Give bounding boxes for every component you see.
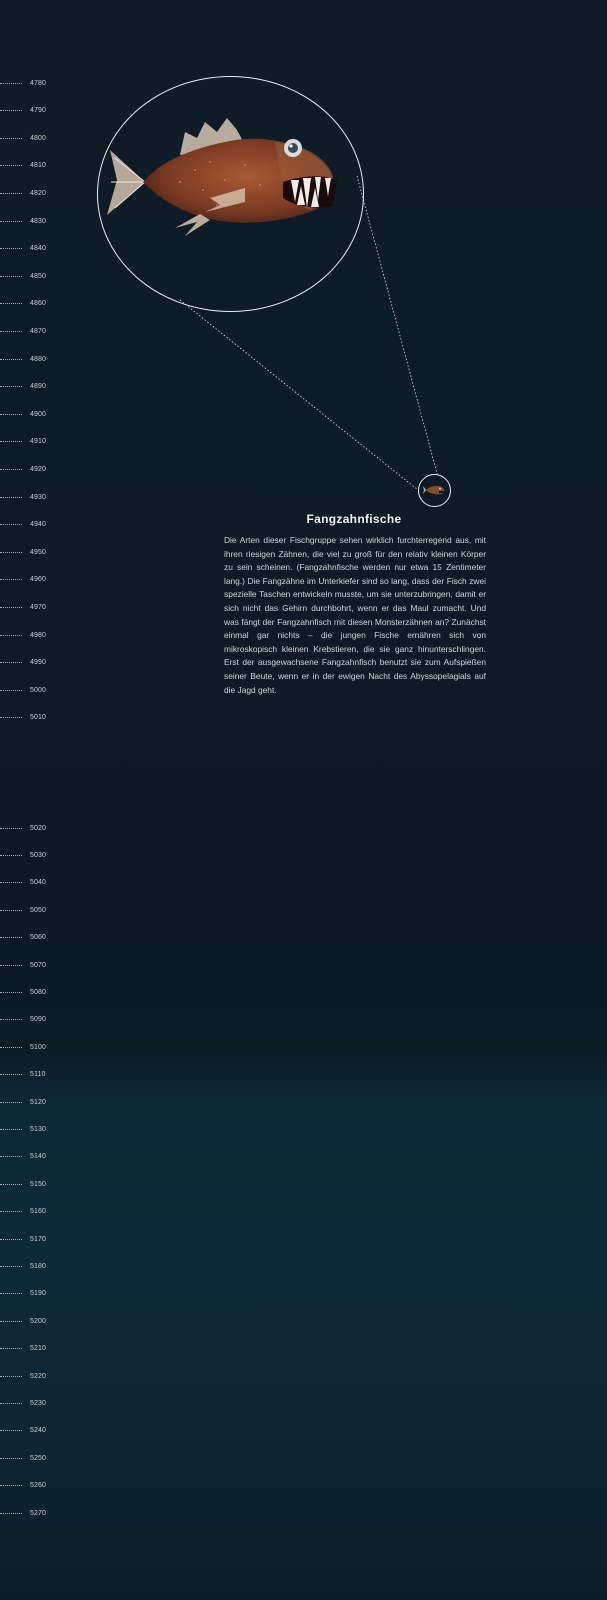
depth-tick [0,547,46,557]
depth-tick-line [0,965,22,966]
depth-tick [0,133,46,143]
depth-tick-line [0,1430,22,1431]
depth-tick-line [0,635,22,636]
depth-tick [0,106,46,116]
depth-tick-line [0,524,22,525]
depth-tick-label: 4820 [30,189,46,197]
depth-tick-line [0,1156,22,1157]
depth-tick-line [0,1376,22,1377]
depth-tick-line [0,1321,22,1322]
depth-tick-label: 4850 [30,272,46,280]
depth-tick [0,520,46,530]
depth-tick-label: 4920 [30,465,46,473]
depth-tick-label: 5100 [30,1043,46,1051]
depth-tick-label: 5200 [30,1317,46,1325]
depth-tick [0,878,46,888]
depth-tick [0,1344,46,1354]
depth-tick-label: 4900 [30,410,46,418]
species-description: Die Arten dieser Fischgruppe sehen wirklich furchterregend aus, mit ihren riesigen Zähnen, die viel zu groß für den relativ kleinen Körper zu sein scheinen. (Fangzahnfische werden nur etwa 15 Zentimeter lang.) Die Fangzähne im Unterkiefer sind so lang, dass der Fisch zwei spezielle Taschen entwickeln musste, um sie unterzubringen, damit er sich nicht das Gehirn durchbohrt, wenn er das Maul zumacht. Und was fängt der Fangzahnfisch mit diesen Monsterzähnen an? Zunächst einmal gar nichts – die jungen Fische ernähren sich von mikroskopisch kleinen Krebstieren, die sie ganz hinunterschlingen. Erst der ausgewachsene Fangzahnfisch benutzt sie zum Aufspießen seiner Beute, wenn er in der ewigen Nacht des Abyssopelagials auf die Jagd geht. [224,535,486,695]
depth-tick [0,464,46,474]
depth-tick-label: 5050 [30,906,46,914]
depth-tick-label: 5190 [30,1290,46,1298]
depth-tick-label: 4790 [30,107,46,115]
depth-tick-line [0,276,22,277]
depth-tick-line [0,992,22,993]
depth-tick-label: 4930 [30,493,46,501]
depth-tick [0,713,46,723]
depth-tick-label: 5180 [30,1262,46,1270]
depth-tick-label: 4950 [30,548,46,556]
depth-tick-line [0,662,22,663]
depth-tick [0,987,46,997]
depth-tick-label: 4830 [30,217,46,225]
depth-tick-line [0,828,22,829]
depth-tick-line [0,607,22,608]
depth-tick [0,271,46,281]
depth-tick-label: 5230 [30,1399,46,1407]
depth-tick [0,575,46,585]
depth-tick [0,1316,46,1326]
depth-tick [0,161,46,171]
depth-tick-label: 5210 [30,1345,46,1353]
depth-tick [0,437,46,447]
depth-tick-label: 5250 [30,1454,46,1462]
depth-tick-line [0,110,22,111]
depth-tick [0,1453,46,1463]
depth-tick-label: 4910 [30,438,46,446]
depth-tick [0,299,46,309]
depth-scale [0,0,60,1600]
depth-tick-line [0,1184,22,1185]
depth-tick-line [0,1266,22,1267]
depth-tick-line [0,331,22,332]
depth-tick [0,326,46,336]
depth-tick [0,188,46,198]
depth-tick [0,1398,46,1408]
depth-tick-label: 4800 [30,134,46,142]
depth-tick-line [0,165,22,166]
depth-tick [0,1042,46,1052]
depth-tick-label: 5130 [30,1125,46,1133]
depth-tick-label: 4970 [30,603,46,611]
depth-tick [0,492,46,502]
depth-tick-label: 5070 [30,961,46,969]
depth-tick-line [0,414,22,415]
depth-tick-line [0,248,22,249]
depth-tick-label: 5150 [30,1180,46,1188]
depth-tick-line [0,303,22,304]
depth-tick [0,933,46,943]
depth-tick-label: 4780 [30,79,46,87]
depth-tick [0,1124,46,1134]
depth-tick [0,905,46,915]
depth-tick-label: 5120 [30,1098,46,1106]
depth-tick [0,1508,46,1518]
depth-tick-label: 5060 [30,934,46,942]
depth-tick [0,244,46,254]
depth-tick-label: 5220 [30,1372,46,1380]
depth-tick-label: 4870 [30,327,46,335]
depth-tick-line [0,1129,22,1130]
depth-tick-label: 4940 [30,521,46,529]
depth-tick-line [0,1019,22,1020]
depth-tick [0,1234,46,1244]
depth-tick [0,1371,46,1381]
depth-tick-label: 5160 [30,1208,46,1216]
depth-tick [0,1207,46,1217]
depth-tick-label: 4890 [30,383,46,391]
depth-tick [0,602,46,612]
depth-tick-label: 5270 [30,1509,46,1517]
depth-tick-line [0,1458,22,1459]
depth-tick-label: 5030 [30,851,46,859]
depth-tick-label: 5080 [30,988,46,996]
depth-tick-label: 5140 [30,1153,46,1161]
depth-tick-line [0,497,22,498]
depth-tick [0,78,46,88]
depth-tick [0,1015,46,1025]
species-title: Fangzahnfische [306,512,402,526]
depth-tick-line [0,441,22,442]
depth-tick-line [0,1513,22,1514]
depth-tick [0,960,46,970]
depth-tick-line [0,221,22,222]
depth-tick-line [0,579,22,580]
depth-tick-label: 5170 [30,1235,46,1243]
depth-tick-line [0,359,22,360]
fangtooth-fish-small-icon [423,484,445,496]
depth-tick-label: 4810 [30,162,46,170]
depth-tick-line [0,855,22,856]
depth-tick [0,382,46,392]
depth-tick-label: 4980 [30,631,46,639]
depth-tick-label: 4990 [30,659,46,667]
depth-tick-line [0,910,22,911]
depth-tick [0,1289,46,1299]
depth-tick-line [0,882,22,883]
depth-tick-line [0,386,22,387]
depth-tick-line [0,552,22,553]
depth-tick-label: 5110 [30,1071,46,1079]
depth-tick-line [0,1211,22,1212]
depth-tick-line [0,83,22,84]
depth-tick-line [0,690,22,691]
depth-tick-line [0,193,22,194]
depth-tick [0,685,46,695]
depth-tick [0,1261,46,1271]
depth-tick-label: 4960 [30,576,46,584]
depth-tick [0,1179,46,1189]
depth-tick [0,409,46,419]
depth-tick-line [0,1293,22,1294]
depth-tick [0,1481,46,1491]
depth-tick-line [0,1102,22,1103]
depth-tick-line [0,1403,22,1404]
depth-tick [0,354,46,364]
depth-tick-line [0,1074,22,1075]
depth-tick-line [0,1047,22,1048]
depth-tick-label: 4880 [30,355,46,363]
depth-tick-label: 5260 [30,1482,46,1490]
depth-tick-line [0,937,22,938]
depth-tick-line [0,1348,22,1349]
depth-tick [0,630,46,640]
depth-tick-label: 5040 [30,879,46,887]
depth-tick-label: 5090 [30,1016,46,1024]
depth-tick [0,1426,46,1436]
depth-tick [0,850,46,860]
depth-tick [0,658,46,668]
depth-tick-label: 5020 [30,824,46,832]
depth-tick [0,1070,45,1080]
depth-tick-line [0,1239,22,1240]
fangtooth-fish-icon [105,110,345,240]
depth-tick-line [0,1485,22,1486]
depth-tick-label: 5000 [30,686,46,694]
depth-tick [0,823,46,833]
depth-tick-line [0,717,22,718]
depth-tick-label: 4860 [30,300,46,308]
depth-tick [0,1097,46,1107]
depth-tick-line [0,469,22,470]
depth-tick-line [0,138,22,139]
depth-tick-label: 5240 [30,1427,46,1435]
depth-tick [0,1152,46,1162]
depth-tick-label: 4840 [30,245,46,253]
depth-tick-label: 5010 [30,714,46,722]
depth-tick [0,216,46,226]
